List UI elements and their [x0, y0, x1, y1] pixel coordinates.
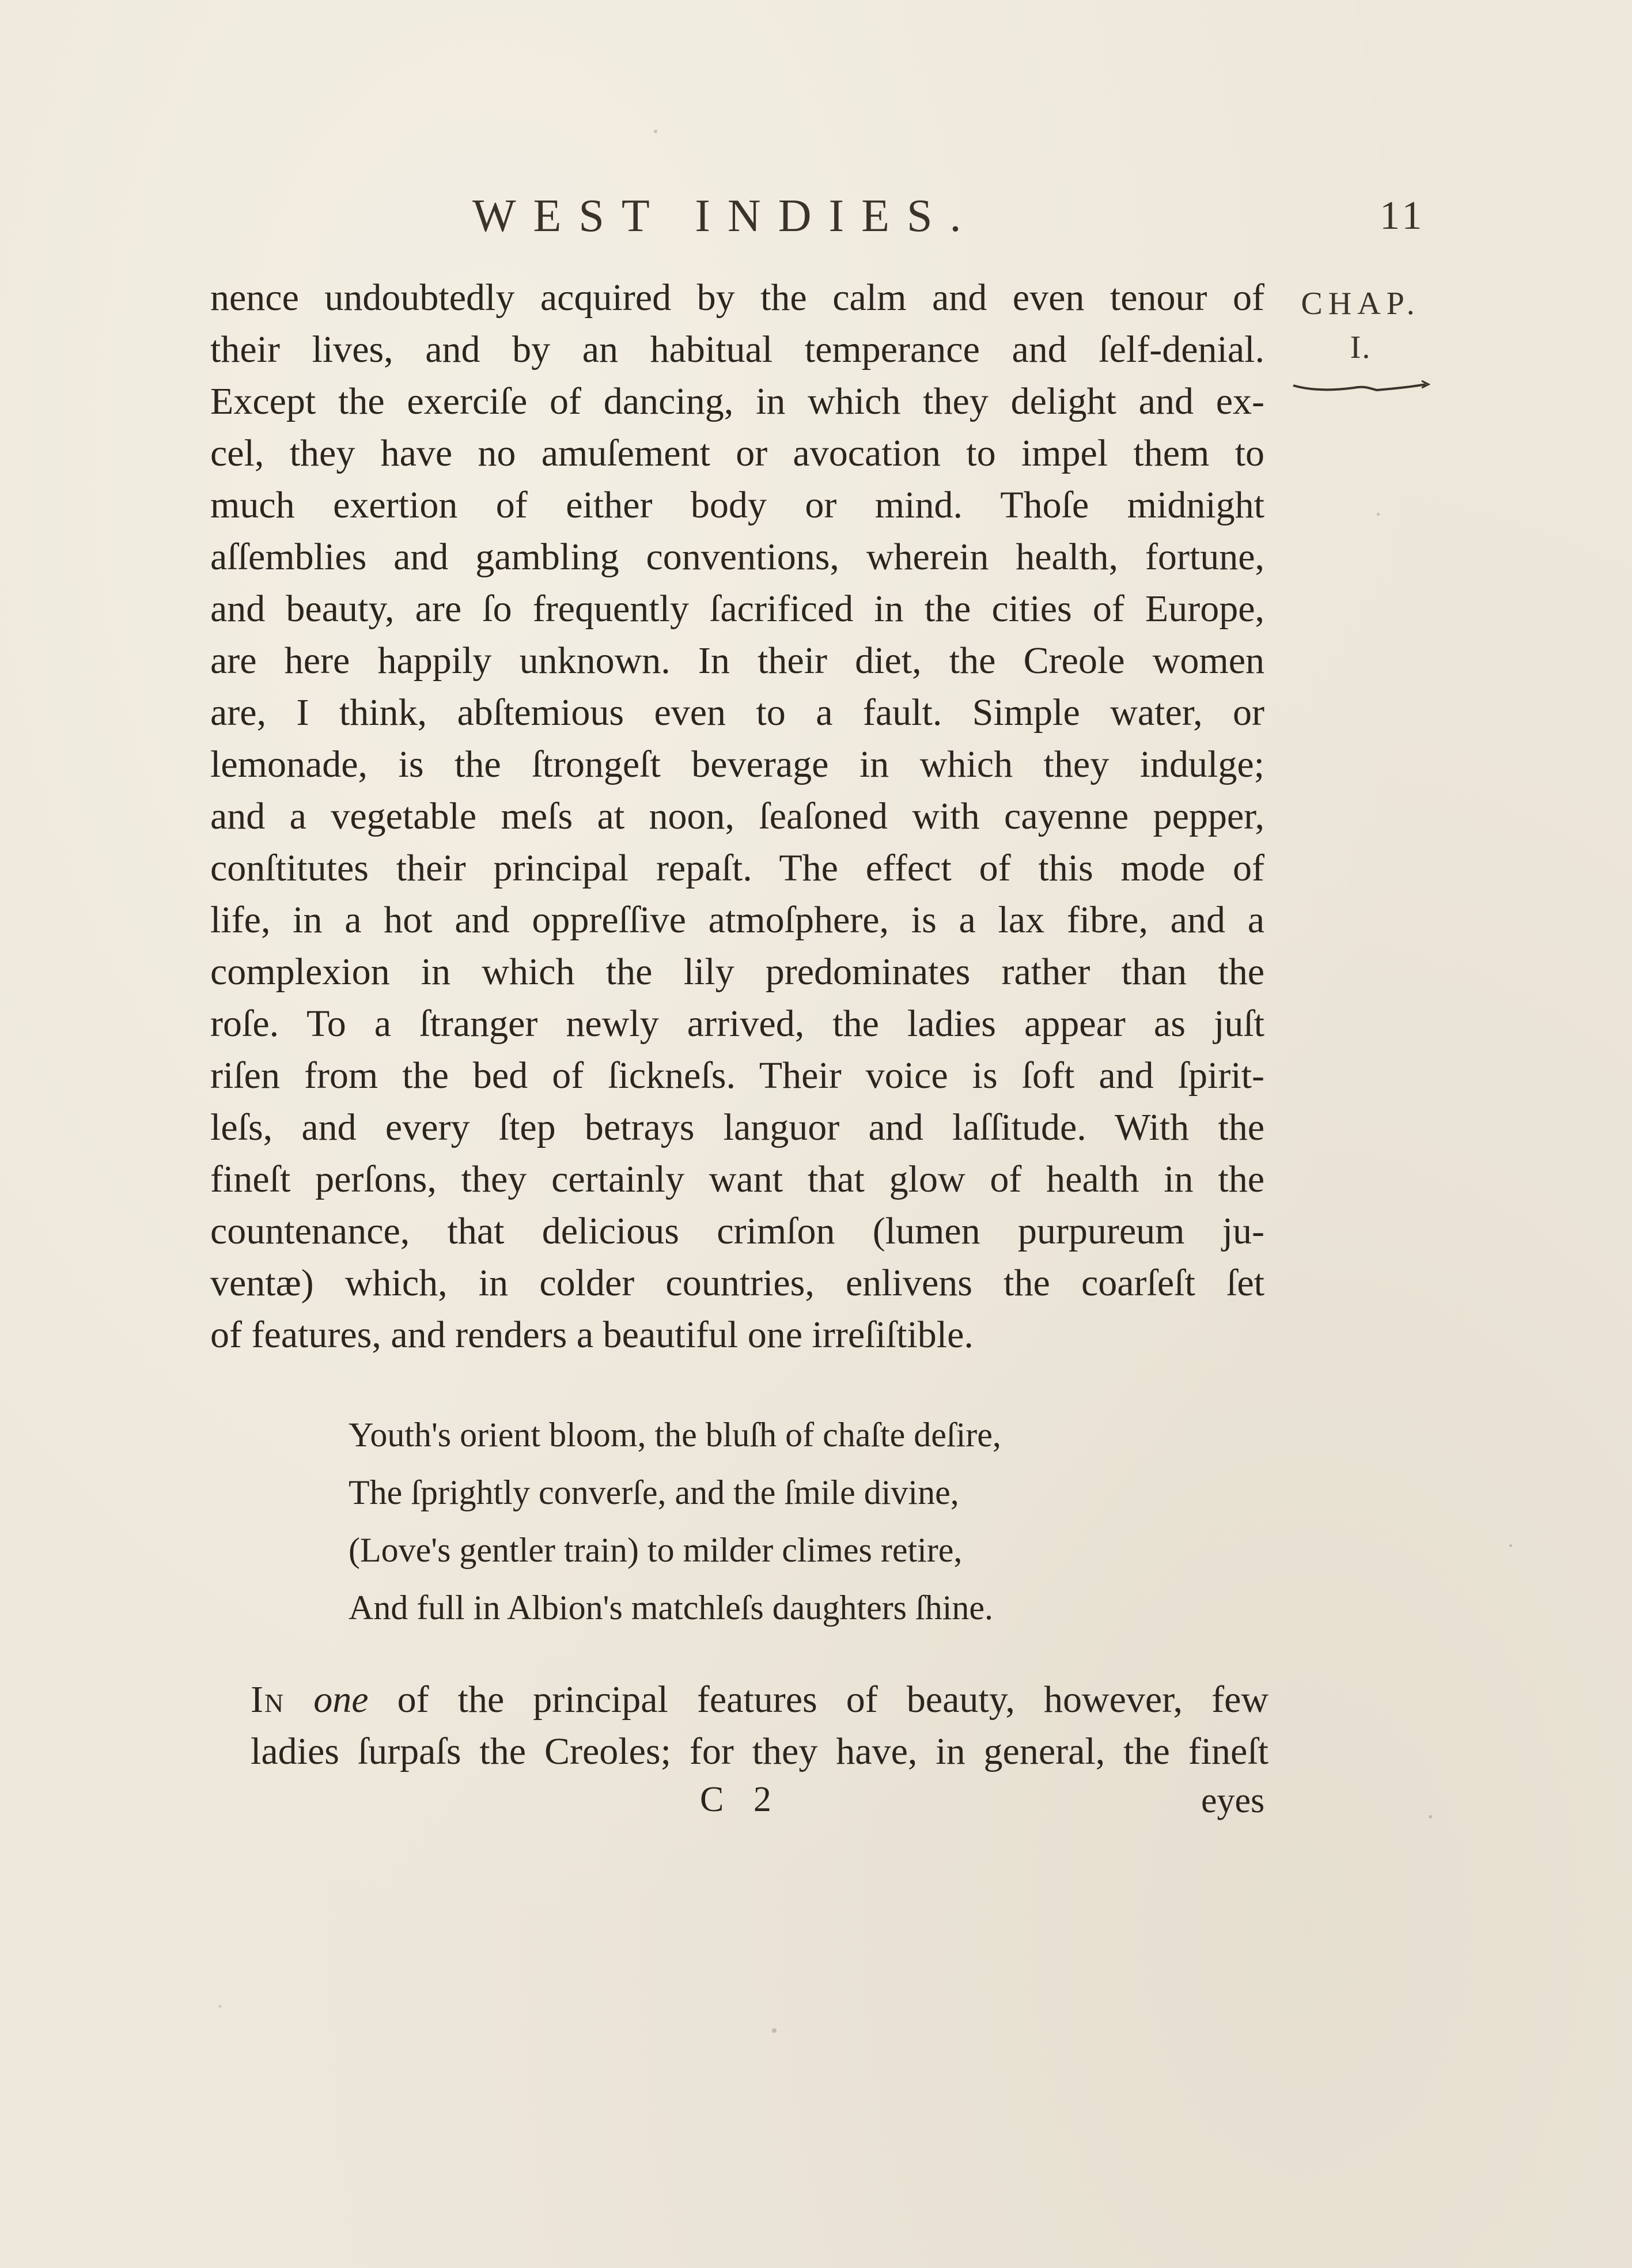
text-line: fineſt perſons, they certainly want that glow of health in the	[210, 1158, 1264, 1200]
verse-quotation	[349, 1406, 1155, 1636]
chapter-label: CHAP.	[1301, 286, 1421, 322]
text-line: their lives, and by an habitual temperance and ſelf-denial.	[210, 328, 1264, 371]
paper-speck	[1377, 513, 1380, 516]
text-line: roſe. To a ſtranger newly arrived, the ladies appear as juſt	[210, 1003, 1264, 1045]
verse-line: The ſprightly converſe, and the ſmile divine,	[349, 1473, 959, 1511]
paper-speck	[1429, 1815, 1432, 1819]
page-number: 11	[1380, 194, 1426, 238]
paper-speck	[772, 2028, 777, 2033]
text-line: leſs, and every ſtep betrays languor and laſſitude. With the	[210, 1106, 1264, 1148]
text-line: ventæ) which, in colder countries, enlivens the coarſeſt ſet	[210, 1262, 1264, 1304]
running-title: WEST INDIES.	[472, 191, 979, 241]
text-line: of features, and renders a beautiful one irreſiſtible.	[210, 1314, 974, 1356]
text-line: and a vegetable meſs at noon, ſeaſoned with cayenne pepper,	[210, 795, 1264, 837]
paper-speck	[654, 130, 657, 133]
text-line: are, I think, abſtemious even to a fault. Simple water, or	[210, 691, 1264, 734]
text-line: cel, they have no amuſement or avocation to impel them to	[210, 432, 1264, 474]
text-line: aſſemblies and gambling conventions, wherein health, fortune,	[210, 536, 1264, 578]
text-line: countenance, that delicious crimſon (lumen purpureum ju-	[210, 1210, 1264, 1252]
text-line: complexion in which the lily predominates rather than the	[210, 951, 1264, 993]
paragraph-one	[210, 272, 1264, 1361]
catchword: eyes	[1201, 1781, 1265, 1820]
verse-line: (Love's gentler train) to milder climes retire,	[349, 1531, 963, 1569]
text-line: nence undoubtedly acquired by the calm and even tenour of	[210, 277, 1264, 319]
lead-word: In	[251, 1679, 285, 1721]
paper-speck	[1509, 1544, 1512, 1547]
verse-line: And full in Albion's matchleſs daughters ſhine.	[349, 1589, 993, 1627]
chapter-marginal-note	[1286, 285, 1436, 366]
text-line: much exertion of either body or mind. Thoſe midnight	[210, 484, 1264, 526]
italic-word: one	[313, 1679, 369, 1721]
text-line: lemonade, is the ſtrongeſt beverage in which they indulge;	[210, 743, 1264, 785]
signature-mark: C 2	[700, 1780, 782, 1819]
paragraph-two	[251, 1674, 1269, 1778]
text-line: Except the exerciſe of dancing, in which they delight and ex-	[210, 380, 1264, 422]
verse-line: Youth's orient bloom, the bluſh of chaſte deſire,	[349, 1416, 1001, 1454]
text-line: life, in a hot and oppreſſive atmoſphere, is a lax fibre, and a	[210, 899, 1264, 941]
line-rest: of the principal features of beauty, however, few	[397, 1679, 1269, 1721]
text-line: are here happily unknown. In their diet, the Creole women	[210, 640, 1264, 682]
text-line	[251, 1674, 1269, 1726]
chapter-flourish	[1290, 377, 1434, 395]
text-line: and beauty, are ſo frequently ſacrificed in the cities of Europe,	[210, 588, 1264, 630]
text-line: conſtitutes their principal repaſt. The effect of this mode of	[210, 847, 1264, 889]
chapter-number: I.	[1350, 330, 1372, 365]
text-line: riſen from the bed of ſickneſs. Their voice is ſoft and ſpirit-	[210, 1054, 1264, 1097]
text-line: ladies ſurpaſs the Creoles; for they have, in general, the fineſt	[251, 1730, 1269, 1772]
paper-speck	[219, 2005, 221, 2008]
